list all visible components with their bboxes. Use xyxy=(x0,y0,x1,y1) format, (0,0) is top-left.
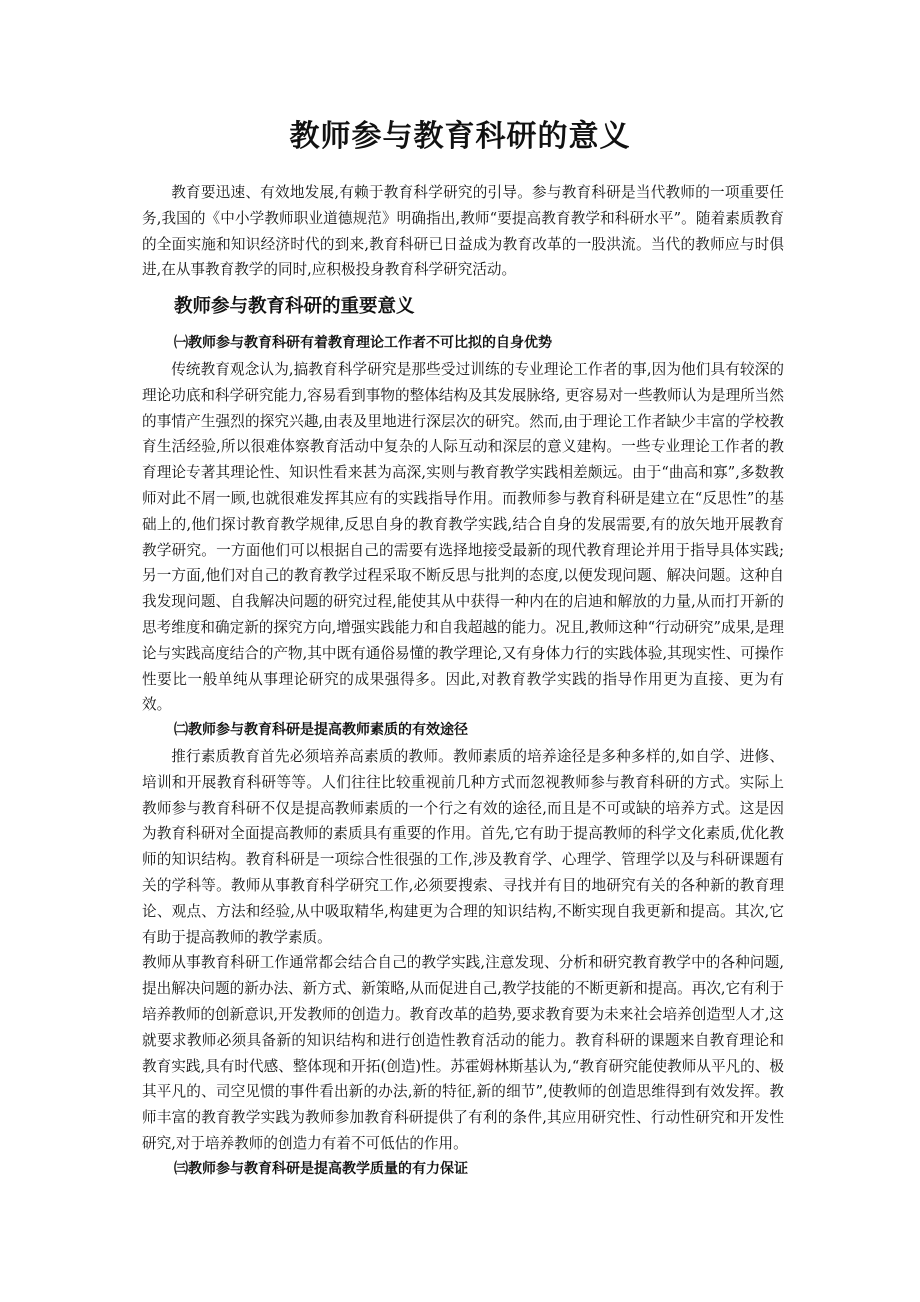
section-heading: 教师参与教育科研的重要意义 xyxy=(174,296,415,318)
subsection-2-paragraph-b: 教师从事教育科研工作通常都会结合自己的教学实践,注意发现、分析和研究教育教学中的各种问题,提出解决问题的新办法、新方式、新策略,从而促进自己,教学技能的不断更新和提高。再次,它有利于培养教师的创新意识,开发教师的创造力。教育改革的趋势,要求教育要为未来社会培养创造型人才,这就要求教师必须具备新的知识结构和进行创造性教育活动的能力。教育科研的课题来自教育理论和教育实践,具有时代感、整体现和开拓(创造)性。苏霍姆林斯基认为,“教育研究能使教师从平凡的、极其平凡的、司空见惯的事件看出新的办法,新的特征,新的细节”,使教师的创造思维得到有效发挥。教师丰富的教育教学实践为教师参加教育科研提供了有利的条件,其应用研究性、行动性研究和开发性研究,对于培养教师的创造力有着不可低估的作用。 xyxy=(142,954,784,1152)
intro-paragraph: 教育要迅速、有效地发展,有赖于教育科学研究的引导。参与教育科研是当代教师的一项重要任务,我国的《中小学教师职业道德规范》明确指出,教师“要提高教育教学和科研水平”。随着素质教育的全面实施和知识经济时代的到来,教育科研已日益成为教育改革的一股洪流。当代的教师应与时俱进,在从事教育教学的同时,应积极投身教育科学研究活动。 xyxy=(142,184,784,279)
subsection-2-paragraph-a: 推行素质教育首先必须培养高素质的教师。教师素质的培养途径是多种多样的,如自学、进修、培训和开展教育科研等等。人们往往比较重视前几种方式而忽视教师参与教育科研的方式。实际上教师参与教育科研不仅是提高教师素质的一个行之有效的途径,而且是不可或缺的培养方式。这是因为教育科研对全面提高教师的素质具有重要的作用。首先,它有助于提高教师的科学文化素质,优化教师的知识结构。教育科研是一项综合性很强的工作,涉及教育学、心理学、管理学以及与科研课题有关的学科等。教师从事教育科学研究工作,必须要搜索、寻找并有目的地研究有关的各种新的教育理论、观点、方法和经验,从中吸取精华,构建更为合理的知识结构,不断实现自我更新和提高。其次,它有助于提高教师的教学素质。 xyxy=(142,747,784,946)
subheading-2: ㈡教师参与教育科研是提高教师素质的有效途径 xyxy=(174,722,468,739)
subheading-3: ㈢教师参与教育科研是提高教学质量的有力保证 xyxy=(174,1160,468,1177)
document-body xyxy=(142,180,784,1182)
subsection-1-paragraph: 传统教育观念认为,搞教育科学研究是那些受过训练的专业理论工作者的事,因为他们具有较深的理论功底和科学研究能力,容易看到事物的整体结构及其发展脉络, 更容易对一些教师认为是理所当然的事情产生强烈的探究兴趣,由表及里地进行深层次的研究。然而,由于理论工作者缺少丰富的学校教育生活经验,所以很难体察教育活动中复杂的人际互动和深层的意义建构。一些专业理论工作者的教育理论专著其理论性、知识性看来甚为高深,实则与教育教学实践相差颇远。由于“曲高和寡”,多数教师对此不屑一顾,也就很难发挥其应有的实践指导作用。而教师参与教育科研是建立在“反思性”的基础上的,他们探讨教育教学规律,反思自身的教育教学实践,结合自身的发展需要,有的放矢地开展教育教学研究。一方面他们可以根据自己的需要有选择地接受最新的现代教育理论并用于指导具体实践;另一方面,他们对自己的教育教学过程采取不断反思与批判的态度,以便发现问题、解决问题。这种自我发现问题、自我解决问题的研究过程,能使其从中获得一种内在的启迪和解放的力量,从而打开新的思考维度和确定新的探究方向,增强实践能力和自我超越的能力。况且,教师这种“行动研究”成果,是理论与实践高度结合的产物,其中既有通俗易懂的教学理论,又有身体力行的实践体验,其现实性、可操作性要比一般单纯从事理论研究的成果强得多。因此,对教育教学实践的指导作用更为直接、更为有效。 xyxy=(142,360,784,714)
subheading-1: ㈠教师参与教育科研有着教育理论工作者不可比拟的自身优势 xyxy=(174,335,552,352)
document-title: 教师参与教育科研的意义 xyxy=(289,119,631,154)
